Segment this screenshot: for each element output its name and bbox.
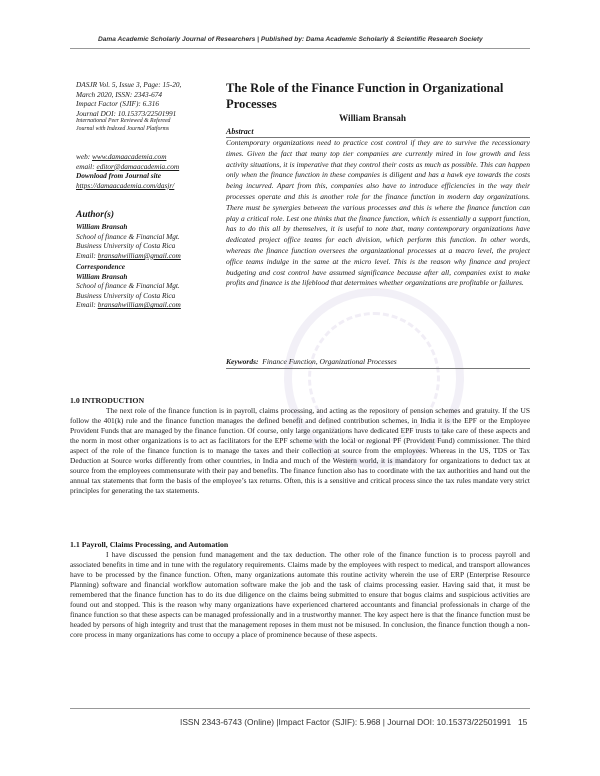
journal-site-link[interactable]: https://damaacademia.com/dasjr/ bbox=[76, 180, 175, 190]
correspondence-email-link[interactable]: bransahwilliam@gmail.com bbox=[97, 300, 181, 310]
author-email-link[interactable]: bransahwilliam@gmail.com bbox=[97, 250, 181, 260]
author-dept: School of finance & Financial Mgt. bbox=[76, 231, 180, 241]
article-author: William Bransah bbox=[339, 113, 406, 123]
meta-line: March 2020, ISSN: 2343-674 bbox=[76, 89, 163, 99]
correspondence-university: Business University of Costa Rica bbox=[76, 290, 176, 300]
footer-rule bbox=[70, 708, 530, 709]
author-block bbox=[76, 222, 226, 260]
abstract-text: Contemporary organizations need to practice cost control if they are to survive the recessionary times. Given the fact that many top tier companies are currently mired in low growth and less activity situations, it is imperative that they control their costs as much as possible. This can happen only when the finance function in these companies is diligent and has a hawk eye towards the costs being incurred. Apart from this, companies also have to introduce efficiencies in the way their processes operate and this is another role for the finance function in modern day organizations. There must be synergies between the various processes and this is where the finance function can play a critical role. Lest one thinks that the finance function, which is essentially a support function, has to do this all by themselves, it is useful to note that, many contemporary organizations have dedicated project office teams for each division, which perform this function. In other words, whereas the finance function oversees the organizational processes at a macro level, the project office teams indulge in the same at the micro level. This is the reason why finance and project budgeting and cost control have assumed significance because after all, companies exist to make profits and finance is the lifeblood that determines whether organizations are profitable or failures. bbox=[226, 138, 530, 288]
header-rule bbox=[70, 48, 530, 49]
abstract-heading: Abstract bbox=[226, 127, 254, 136]
meta-line: DASJR Vol. 5, Issue 3, Page: 15-20, bbox=[76, 80, 182, 89]
section-heading-introduction: 1.0 INTRODUCTION bbox=[70, 396, 145, 405]
author-name: William Bransah bbox=[76, 222, 128, 231]
keywords-rule bbox=[226, 368, 530, 369]
web-link[interactable]: www.damaacademia.com bbox=[92, 152, 167, 161]
authors-heading: Author(s) bbox=[76, 210, 115, 220]
email-label: email: bbox=[76, 161, 97, 171]
meta-line: Impact Factor (SJIF): 6.316 bbox=[76, 99, 160, 109]
footer-text: ISSN 2343-6743 (Online) |Impact Factor (SJIF): 5.968 | Journal DOI: 10.15373/22501991 bbox=[180, 717, 512, 727]
section-text-introduction: The next role of the finance function is in payroll, claims processing, and acting as the repository of pension schemes and gratuity. If the US follow the 401(k) rule and the finance function manages the defined benefit and defined contribution schemes, in India it is the EPF or the Employee Provident Funds that are managed by the finance function. Of course, only large organizations have dedicated EPF trusts to take care of these aspects and the norm in most other organizations is to act as facilitators for the EPF scheme with the local or regional PF (Provident Fund) commissioner. The third aspect of the role of the finance function is to manage the taxes and their collection at source from the employees. Whereas in the US, TDS or Tax Deduction at Source works differently from other countries, in India and much of the Western world, it is mandatory for organizations to deduct tax at source from the employees commensurate with their pay and benefits. The finance function also has to coordinate with the tax authorities and hand out the annual tax statements that form the basis of the employee’s tax returns. Often, this is a sensitive and critical process since the tax rules mandate very strict principles for generating the tax statements. bbox=[70, 406, 530, 495]
keywords bbox=[226, 357, 530, 366]
correspondence-block bbox=[76, 262, 226, 310]
section-text-payroll: I have discussed the pension fund management and the tax deduction. The other role of the finance function is to process payroll and associated benefits in time and in tune with the regulatory requirements. Claims made by the employees with respect to medical, and transport allowances have to be processed by the finance function. Often, many organizations automate this routine activity wherein the use of ERP (Enterprise Resource Planning) software and financial workflow automation software make the job and the task of claims processing easier. Having said that, it must be remembered that the finance function has to do its due diligence on the claims being submitted to ensure that bogus claims and suspicious activities are found out and stopped. This is the reason why many organizations have experienced chartered accountants and financial professionals in charge of the finance function so that these aspects can be managed professionally and in a trustworthy manner. The key aspect here is that the finance function must be headed by persons of high integrity and trust that the management reposes in them must not be misused. In conclusion, the finance function though a non-core process in many organizations has come to occupy a place of prominence because of these aspects. bbox=[70, 550, 530, 639]
keywords-text: Finance Function, Organizational Processes bbox=[262, 357, 397, 366]
keywords-label: Keywords: bbox=[226, 357, 259, 366]
correspondence-dept: School of finance & Financial Mgt. bbox=[76, 281, 180, 291]
article-title: The Role of the Finance Function in Organizational Processes bbox=[226, 81, 504, 111]
author-university: Business University of Costa Rica bbox=[76, 241, 176, 251]
author-email-label: Email: bbox=[76, 250, 98, 260]
section-heading-payroll: 1.1 Payroll, Claims Processing, and Automation bbox=[70, 540, 229, 549]
journal-header: Dama Academic Scholarly Journal of Researchers | Published by: Dama Academic Scholarly & Scientific Research Society bbox=[98, 36, 483, 43]
correspondence-heading: Correspondence bbox=[76, 262, 126, 271]
correspondence-email-label: Email: bbox=[76, 300, 98, 310]
web-label: web: bbox=[76, 152, 93, 161]
editor-email-link[interactable]: editor@damaacademia.com bbox=[96, 161, 180, 171]
meta-line: International Peer Reviewed & Refereed bbox=[76, 118, 171, 125]
meta-line: Journal with Indexed Journal Platforms bbox=[76, 125, 170, 132]
article-meta bbox=[76, 80, 224, 134]
correspondence-name: William Bransah bbox=[76, 271, 128, 281]
meta-line: Journal DOI: 10.15373/22501991 bbox=[76, 108, 177, 118]
download-label: Download from Journal site bbox=[76, 171, 161, 181]
journal-links bbox=[76, 152, 224, 190]
page-number: 15 bbox=[518, 717, 528, 727]
